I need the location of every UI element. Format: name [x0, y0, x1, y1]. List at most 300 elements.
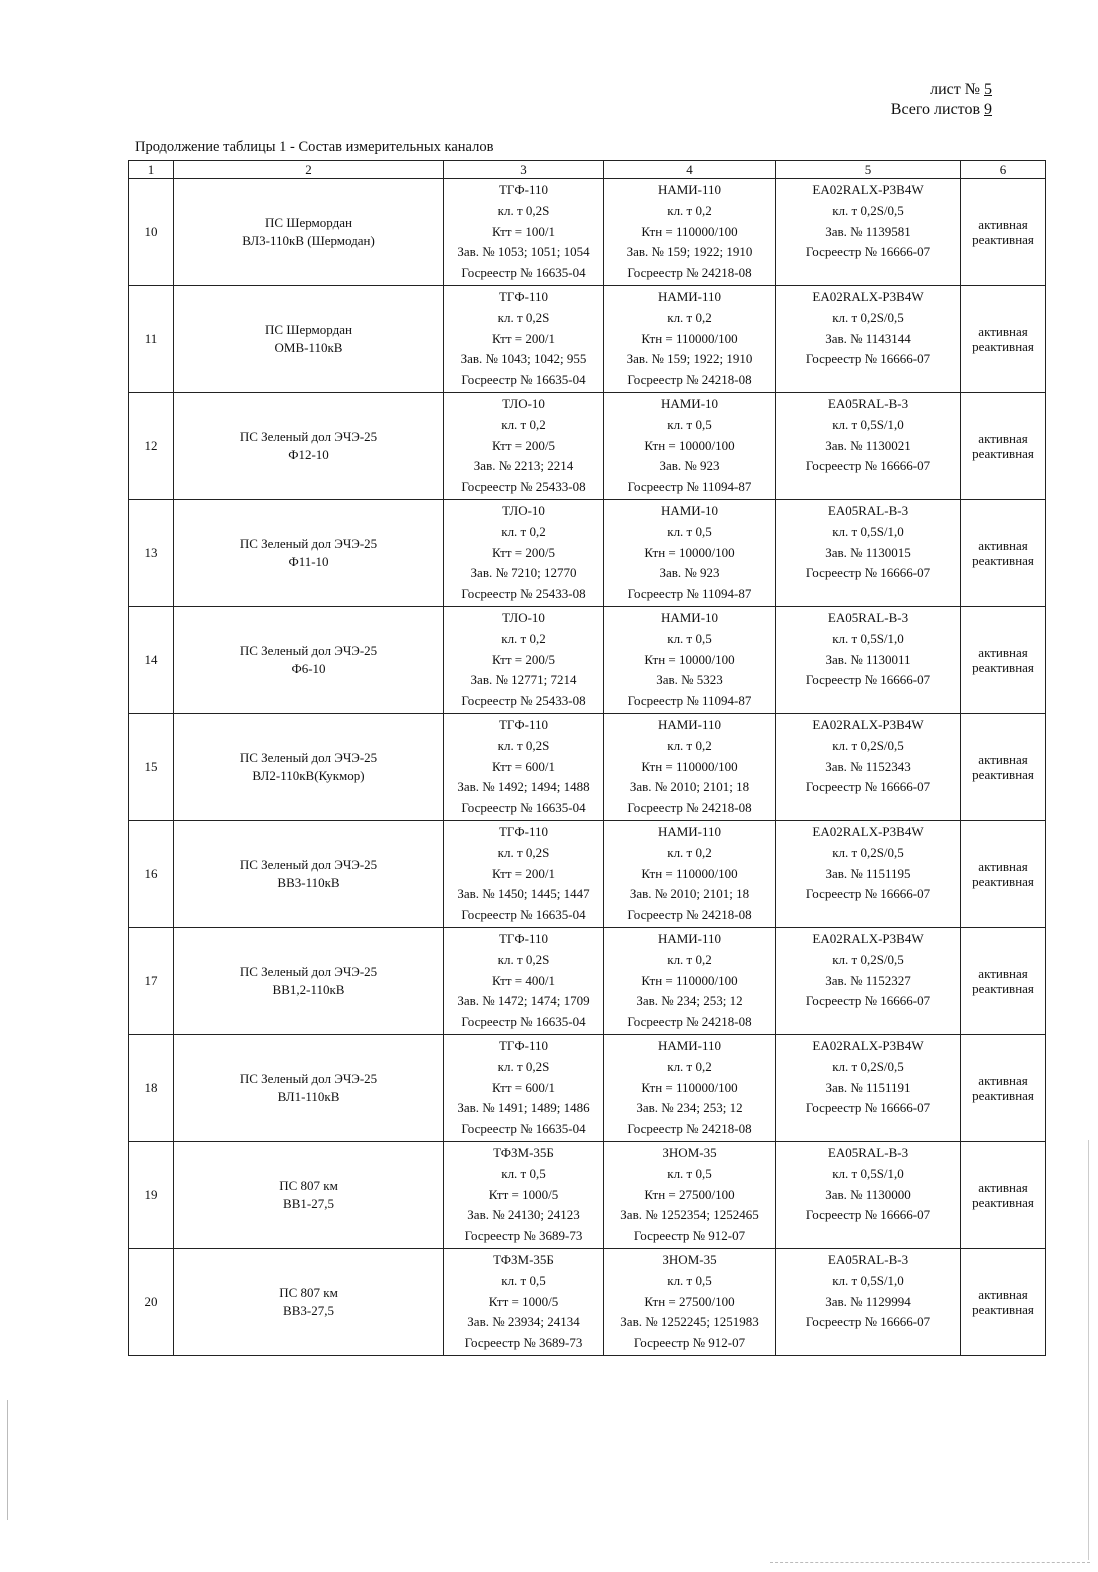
- place-line: ПС Зеленый дол ЭЧЭ-25: [239, 429, 378, 444]
- tt-line: Ктт = 1000/5: [488, 1186, 559, 1202]
- table-row: [129, 928, 1046, 1035]
- power-type: активная: [978, 966, 1028, 981]
- meter-line: Зав. № 1130021: [825, 437, 911, 453]
- column-header: 4: [604, 161, 776, 179]
- tn-line: НАМИ-110: [657, 289, 722, 304]
- tn-line: НАМИ-10: [660, 610, 719, 625]
- table-row: [129, 393, 1046, 500]
- power-type-cell: [961, 393, 1046, 500]
- row-number: 18: [144, 1080, 158, 1095]
- meter-cell: [776, 607, 961, 714]
- tt-line: ТГФ-110: [498, 931, 549, 946]
- meter-line: Госреестр № 16666-07: [805, 1314, 931, 1330]
- tn-line: Госреестр № 24218-08: [627, 1014, 752, 1030]
- tt-line: кл. т 0,2S: [497, 309, 550, 325]
- tt-line: Ктт = 200/5: [492, 544, 555, 560]
- place-cell: [174, 500, 444, 607]
- current-transformer-cell: [444, 1035, 604, 1142]
- tt-line: кл. т 0,2S: [497, 202, 550, 218]
- place-lines: [174, 214, 443, 250]
- meter-line: Госреестр № 16666-07: [805, 244, 931, 260]
- current-transformer-cell: [444, 821, 604, 928]
- tn-line: Зав. № 923: [659, 458, 720, 474]
- meter-line: кл. т 0,2S/0,5: [832, 951, 904, 967]
- power-type: реактивная: [972, 981, 1034, 996]
- place-lines: [174, 535, 443, 571]
- meter-line: кл. т 0,5S/1,0: [832, 1272, 904, 1288]
- row-number-cell: [129, 500, 174, 607]
- row-number-cell: [129, 1249, 174, 1356]
- meter-line: Госреестр № 16666-07: [805, 993, 931, 1009]
- voltage-transformer-cell: [604, 1035, 776, 1142]
- tn-line: Ктн = 10000/100: [644, 544, 735, 560]
- place-line: ПС Зеленый дол ЭЧЭ-25: [239, 643, 378, 658]
- tn-line: Зав. № 159; 1922; 1910: [626, 351, 753, 367]
- meter-line: Госреестр № 16666-07: [805, 672, 931, 688]
- table-row: [129, 607, 1046, 714]
- scan-edge-line: [7, 1400, 8, 1520]
- tt-line: Ктт = 200/1: [492, 865, 555, 881]
- meter-cell: [776, 714, 961, 821]
- meter-line: EA02RALX-P3B4W: [812, 182, 924, 197]
- place-lines: [174, 1070, 443, 1106]
- place-lines: [174, 321, 443, 357]
- meter-lines: [776, 928, 960, 1013]
- meter-line: EA02RALX-P3B4W: [812, 824, 924, 839]
- power-type-cell: [961, 821, 1046, 928]
- tt-lines: [444, 500, 603, 606]
- meter-cell: [776, 500, 961, 607]
- tt-lines: [444, 607, 603, 713]
- power-type: активная: [978, 324, 1028, 339]
- meter-lines: [776, 179, 960, 264]
- meter-line: Госреестр № 16666-07: [805, 351, 931, 367]
- tt-lines: [444, 1142, 603, 1248]
- place-lines: [174, 642, 443, 678]
- meter-cell: [776, 1142, 961, 1249]
- tn-line: НАМИ-110: [657, 1038, 722, 1053]
- place-line: ВЛ2-110кВ(Кукмор): [252, 768, 365, 783]
- tt-line: Ктт = 200/1: [492, 330, 555, 346]
- tn-line: Госреестр № 24218-08: [627, 907, 752, 923]
- place-line: Ф6-10: [291, 661, 326, 676]
- column-number-row: [129, 161, 1046, 179]
- place-cell: [174, 179, 444, 286]
- place-cell: [174, 714, 444, 821]
- tt-line: Зав. № 12771; 7214: [470, 672, 577, 688]
- tn-line: Зав. № 1252245; 1251983: [620, 1314, 759, 1330]
- current-transformer-cell: [444, 179, 604, 286]
- meter-cell: [776, 286, 961, 393]
- tt-line: ТЛО-10: [502, 396, 545, 411]
- meter-line: кл. т 0,5S/1,0: [832, 630, 904, 646]
- meter-line: кл. т 0,2S/0,5: [832, 844, 904, 860]
- voltage-transformer-cell: [604, 500, 776, 607]
- tn-line: кл. т 0,5: [667, 416, 712, 432]
- place-line: Ф11-10: [288, 554, 329, 569]
- tn-line: кл. т 0,5: [667, 630, 712, 646]
- place-lines: [174, 1177, 443, 1213]
- tt-line: Зав. № 1491; 1489; 1486: [457, 1100, 590, 1116]
- tn-line: Госреестр № 11094-87: [627, 586, 752, 602]
- power-type: активная: [978, 431, 1028, 446]
- tt-line: Зав. № 24130; 24123: [467, 1207, 580, 1223]
- tn-line: НАМИ-10: [660, 396, 719, 411]
- tt-line: Зав. № 2213; 2214: [473, 458, 574, 474]
- place-lines: [174, 963, 443, 999]
- total-number: 9: [984, 101, 992, 118]
- meter-cell: [776, 928, 961, 1035]
- power-type: активная: [978, 217, 1028, 232]
- meter-line: EA05RAL-B-3: [827, 503, 909, 518]
- row-number: 14: [144, 652, 158, 667]
- tt-line: кл. т 0,2S: [497, 737, 550, 753]
- tn-line: Ктн = 27500/100: [644, 1293, 735, 1309]
- tt-line: Ктт = 100/1: [492, 223, 555, 239]
- meter-line: кл. т 0,5S/1,0: [832, 416, 904, 432]
- tn-line: НАМИ-110: [657, 824, 722, 839]
- meter-line: EA05RAL-B-3: [827, 396, 909, 411]
- tt-line: кл. т 0,2: [501, 630, 546, 646]
- tt-line: Госреестр № 3689-73: [464, 1335, 583, 1351]
- tn-line: Зав. № 159; 1922; 1910: [626, 244, 753, 260]
- sheet-info: [891, 80, 992, 120]
- tt-lines: [444, 714, 603, 820]
- row-number: 17: [144, 973, 158, 988]
- column-header: 2: [174, 161, 444, 179]
- power-type: активная: [978, 752, 1028, 767]
- tn-line: Госреестр № 24218-08: [627, 372, 752, 388]
- tn-line: ЗНОМ-35: [662, 1252, 717, 1267]
- power-type-cell: [961, 1142, 1046, 1249]
- table-row: [129, 286, 1046, 393]
- power-type-cell: [961, 179, 1046, 286]
- tt-line: Госреестр № 16635-04: [461, 372, 586, 388]
- row-number-cell: [129, 393, 174, 500]
- place-line: ВВ3-110кВ: [277, 875, 340, 890]
- meter-line: Госреестр № 16666-07: [805, 1100, 931, 1116]
- voltage-transformer-cell: [604, 1142, 776, 1249]
- tn-line: Ктн = 10000/100: [644, 437, 735, 453]
- power-type: реактивная: [972, 446, 1034, 461]
- voltage-transformer-cell: [604, 179, 776, 286]
- meter-cell: [776, 1249, 961, 1356]
- meter-lines: [776, 714, 960, 799]
- row-number: 16: [144, 866, 158, 881]
- power-type-cell: [961, 1249, 1046, 1356]
- meter-line: кл. т 0,5S/1,0: [832, 523, 904, 539]
- power-type-cell: [961, 928, 1046, 1035]
- row-number-cell: [129, 821, 174, 928]
- tn-line: кл. т 0,5: [667, 1165, 712, 1181]
- power-type: активная: [978, 1287, 1028, 1302]
- tn-line: Госреестр № 11094-87: [627, 479, 752, 495]
- tn-line: кл. т 0,2: [667, 1058, 712, 1074]
- column-header: 3: [444, 161, 604, 179]
- place-lines: [174, 1284, 443, 1320]
- column-header: 6: [961, 161, 1046, 179]
- row-number: 10: [144, 224, 158, 239]
- meter-cell: [776, 821, 961, 928]
- tn-line: Зав. № 234; 253; 12: [636, 993, 743, 1009]
- voltage-transformer-cell: [604, 607, 776, 714]
- tn-lines: [604, 1035, 775, 1141]
- tt-line: Ктт = 400/1: [492, 972, 555, 988]
- sheet-number-line: [891, 80, 992, 100]
- tt-line: ТГФ-110: [498, 1038, 549, 1053]
- meter-lines: [776, 286, 960, 371]
- tt-line: ТФЗМ-35Б: [493, 1252, 554, 1267]
- place-line: ВЛ3-110кВ (Шермодан): [242, 233, 375, 248]
- tn-line: Зав. № 2010; 2101; 18: [629, 886, 750, 902]
- tt-line: Ктт = 1000/5: [488, 1293, 559, 1309]
- tn-line: Ктн = 110000/100: [641, 1079, 738, 1095]
- place-line: ПС Зеленый дол ЭЧЭ-25: [239, 536, 378, 551]
- tt-line: кл. т 0,5: [501, 1165, 546, 1181]
- power-type-cell: [961, 500, 1046, 607]
- tn-lines: [604, 179, 775, 285]
- tt-line: Ктт = 600/1: [492, 758, 555, 774]
- place-line: ВВ1-27,5: [283, 1196, 334, 1211]
- current-transformer-cell: [444, 500, 604, 607]
- tt-line: ТФЗМ-35Б: [493, 1145, 554, 1160]
- place-line: ВВ1,2-110кВ: [272, 982, 345, 997]
- table-row: [129, 1249, 1046, 1356]
- current-transformer-cell: [444, 1142, 604, 1249]
- tn-line: Госреестр № 912-07: [633, 1228, 746, 1244]
- meter-line: Госреестр № 16666-07: [805, 886, 931, 902]
- voltage-transformer-cell: [604, 286, 776, 393]
- meter-line: EA02RALX-P3B4W: [812, 717, 924, 732]
- tn-line: Ктн = 27500/100: [644, 1186, 735, 1202]
- tt-line: Госреестр № 16635-04: [461, 1121, 586, 1137]
- place-line: ПС Зеленый дол ЭЧЭ-25: [239, 857, 378, 872]
- tn-line: кл. т 0,2: [667, 951, 712, 967]
- tt-line: Госреестр № 25433-08: [461, 693, 586, 709]
- power-type-cell: [961, 286, 1046, 393]
- current-transformer-cell: [444, 928, 604, 1035]
- place-cell: [174, 1142, 444, 1249]
- tn-line: Госреестр № 24218-08: [627, 265, 752, 281]
- tt-line: кл. т 0,2: [501, 416, 546, 432]
- row-number: 11: [144, 331, 158, 346]
- meter-cell: [776, 179, 961, 286]
- tn-line: Ктн = 110000/100: [641, 223, 738, 239]
- table-row: [129, 1142, 1046, 1249]
- current-transformer-cell: [444, 286, 604, 393]
- place-line: ПС Зеленый дол ЭЧЭ-25: [239, 1071, 378, 1086]
- meter-line: Зав. № 1130015: [825, 544, 911, 560]
- tt-line: ТЛО-10: [502, 610, 545, 625]
- tn-line: Ктн = 110000/100: [641, 865, 738, 881]
- tn-line: кл. т 0,5: [667, 523, 712, 539]
- tt-line: Зав. № 1043; 1042; 955: [460, 351, 587, 367]
- tt-line: Госреестр № 16635-04: [461, 800, 586, 816]
- tn-line: НАМИ-110: [657, 182, 722, 197]
- row-number-cell: [129, 1035, 174, 1142]
- meter-cell: [776, 1035, 961, 1142]
- current-transformer-cell: [444, 714, 604, 821]
- power-type: реактивная: [972, 874, 1034, 889]
- meter-line: кл. т 0,2S/0,5: [832, 202, 904, 218]
- tn-lines: [604, 286, 775, 392]
- power-type: реактивная: [972, 232, 1034, 247]
- meter-line: EA02RALX-P3B4W: [812, 289, 924, 304]
- power-type: активная: [978, 1073, 1028, 1088]
- place-line: ВВ3-27,5: [283, 1303, 334, 1318]
- power-type: активная: [978, 859, 1028, 874]
- meter-line: EA05RAL-B-3: [827, 1145, 909, 1160]
- meter-lines: [776, 607, 960, 692]
- scan-edge-line: [770, 1562, 1090, 1564]
- tt-line: Госреестр № 16635-04: [461, 265, 586, 281]
- place-cell: [174, 1035, 444, 1142]
- meter-lines: [776, 821, 960, 906]
- meter-lines: [776, 1142, 960, 1227]
- meter-line: кл. т 0,2S/0,5: [832, 309, 904, 325]
- tn-line: Зав. № 234; 253; 12: [636, 1100, 743, 1116]
- place-cell: [174, 393, 444, 500]
- tt-lines: [444, 821, 603, 927]
- power-type-cell: [961, 1035, 1046, 1142]
- place-line: ПС 807 км: [279, 1178, 338, 1193]
- meter-line: кл. т 0,5S/1,0: [832, 1165, 904, 1181]
- place-line: Ф12-10: [288, 447, 329, 462]
- tt-line: Зав. № 1450; 1445; 1447: [457, 886, 590, 902]
- table-caption: Продолжение таблицы 1 - Состав измерительных каналов: [135, 139, 494, 155]
- tn-line: Госреестр № 24218-08: [627, 1121, 752, 1137]
- tn-line: Ктн = 110000/100: [641, 972, 738, 988]
- tt-line: Госреестр № 3689-73: [464, 1228, 583, 1244]
- tt-line: кл. т 0,5: [501, 1272, 546, 1288]
- tt-lines: [444, 286, 603, 392]
- tt-line: Зав. № 1472; 1474; 1709: [457, 993, 590, 1009]
- meter-line: Госреестр № 16666-07: [805, 779, 931, 795]
- tt-line: Госреестр № 25433-08: [461, 586, 586, 602]
- tn-lines: [604, 821, 775, 927]
- power-type: реактивная: [972, 767, 1034, 782]
- table-row: [129, 714, 1046, 821]
- meter-line: EA05RAL-B-3: [827, 1252, 909, 1267]
- meter-lines: [776, 1035, 960, 1120]
- meter-lines: [776, 1249, 960, 1334]
- meter-line: EA02RALX-P3B4W: [812, 1038, 924, 1053]
- row-number-cell: [129, 286, 174, 393]
- meter-line: Зав. № 1139581: [825, 223, 911, 239]
- tt-line: Ктт = 200/5: [492, 437, 555, 453]
- table-row: [129, 821, 1046, 928]
- table-row: [129, 179, 1046, 286]
- place-line: ОМВ-110кВ: [274, 340, 343, 355]
- place-cell: [174, 928, 444, 1035]
- place-lines: [174, 749, 443, 785]
- tn-line: Госреестр № 912-07: [633, 1335, 746, 1351]
- meter-line: кл. т 0,2S/0,5: [832, 737, 904, 753]
- column-header: 5: [776, 161, 961, 179]
- meter-line: Зав. № 1143144: [825, 330, 911, 346]
- row-number-cell: [129, 928, 174, 1035]
- voltage-transformer-cell: [604, 1249, 776, 1356]
- tn-line: Госреестр № 11094-87: [627, 693, 752, 709]
- tt-line: ТГФ-110: [498, 717, 549, 732]
- place-cell: [174, 1249, 444, 1356]
- row-number-cell: [129, 714, 174, 821]
- table-body: [129, 179, 1046, 1356]
- tt-line: Госреестр № 16635-04: [461, 907, 586, 923]
- voltage-transformer-cell: [604, 393, 776, 500]
- table-row: [129, 500, 1046, 607]
- tn-lines: [604, 1249, 775, 1355]
- tn-line: кл. т 0,2: [667, 844, 712, 860]
- tn-line: Ктн = 110000/100: [641, 758, 738, 774]
- power-type: реактивная: [972, 339, 1034, 354]
- tn-line: НАМИ-10: [660, 503, 719, 518]
- tn-line: кл. т 0,2: [667, 202, 712, 218]
- power-type: активная: [978, 645, 1028, 660]
- tt-line: кл. т 0,2S: [497, 951, 550, 967]
- power-type-cell: [961, 607, 1046, 714]
- row-number: 20: [144, 1294, 158, 1309]
- row-number: 15: [144, 759, 158, 774]
- place-line: ПС 807 км: [279, 1285, 338, 1300]
- meter-line: EA02RALX-P3B4W: [812, 931, 924, 946]
- tt-line: Зав. № 1053; 1051; 1054: [457, 244, 590, 260]
- tt-line: Госреестр № 16635-04: [461, 1014, 586, 1030]
- meter-line: Госреестр № 16666-07: [805, 458, 931, 474]
- row-number: 13: [144, 545, 158, 560]
- tt-lines: [444, 179, 603, 285]
- meter-cell: [776, 393, 961, 500]
- tt-line: ТГФ-110: [498, 824, 549, 839]
- tt-line: ТГФ-110: [498, 289, 549, 304]
- tn-line: Госреестр № 24218-08: [627, 800, 752, 816]
- power-type: реактивная: [972, 1302, 1034, 1317]
- place-line: ПС Зеленый дол ЭЧЭ-25: [239, 750, 378, 765]
- table-row: [129, 1035, 1046, 1142]
- tt-line: ТГФ-110: [498, 182, 549, 197]
- tt-line: Зав. № 23934; 24134: [467, 1314, 580, 1330]
- tt-lines: [444, 928, 603, 1034]
- sheet-number: 5: [984, 81, 992, 98]
- tt-lines: [444, 1249, 603, 1355]
- meter-line: Зав. № 1152327: [825, 972, 911, 988]
- tn-line: ЗНОМ-35: [662, 1145, 717, 1160]
- tn-lines: [604, 1142, 775, 1248]
- meter-line: кл. т 0,2S/0,5: [832, 1058, 904, 1074]
- power-type: реактивная: [972, 1088, 1034, 1103]
- tn-line: Ктн = 10000/100: [644, 651, 735, 667]
- meter-line: Зав. № 1152343: [825, 758, 911, 774]
- row-number: 12: [144, 438, 158, 453]
- tt-line: Ктт = 600/1: [492, 1079, 555, 1095]
- total-label: Всего листов: [890, 101, 980, 118]
- meter-lines: [776, 393, 960, 478]
- meter-line: EA05RAL-B-3: [827, 610, 909, 625]
- sheet-label: лист №: [930, 81, 980, 98]
- current-transformer-cell: [444, 393, 604, 500]
- voltage-transformer-cell: [604, 714, 776, 821]
- tn-line: НАМИ-110: [657, 717, 722, 732]
- place-lines: [174, 428, 443, 464]
- row-number: 19: [144, 1187, 158, 1202]
- power-type: активная: [978, 538, 1028, 553]
- voltage-transformer-cell: [604, 821, 776, 928]
- tt-line: кл. т 0,2: [501, 523, 546, 539]
- tt-line: Зав. № 7210; 12770: [470, 565, 577, 581]
- tn-lines: [604, 393, 775, 499]
- row-number-cell: [129, 607, 174, 714]
- tt-line: Госреестр № 25433-08: [461, 479, 586, 495]
